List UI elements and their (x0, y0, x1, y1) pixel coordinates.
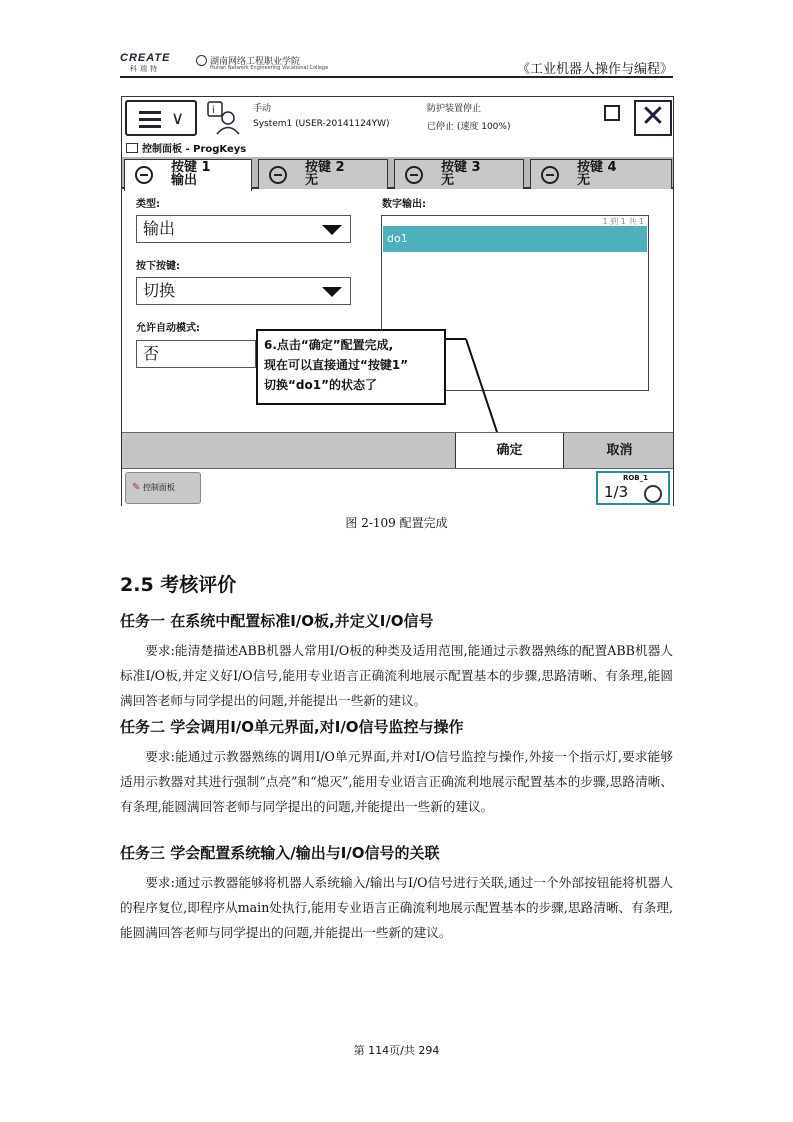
teach-pendant-screenshot (121, 96, 674, 506)
speed-gear-icon (644, 485, 662, 503)
type-label: 类型: (136, 199, 160, 210)
callout-line-3: 切换“do1”的状态了 (264, 378, 377, 392)
page-header (120, 52, 673, 78)
press-select-value: 切换 (143, 281, 176, 300)
auto-mode-label: 允许自动模式: (136, 323, 200, 334)
tab-key-4-value: 无 (577, 173, 591, 188)
task-2-title: 任务二 学会调用I/O单元界面,对I/O信号监控与操作 (120, 718, 464, 736)
close-button[interactable]: ✕ (634, 100, 672, 136)
callout-line-2: 现在可以直接通过“按键1” (264, 358, 409, 372)
list-pager: 1 到 1 共 1 (602, 217, 644, 226)
control-panel-taskbar-label: 控制面板 (142, 483, 175, 492)
task-1-title: 任务一 在系统中配置标准I/O板,并定义I/O信号 (120, 612, 434, 630)
robot-fraction: 1/3 (604, 483, 629, 501)
tab-key-1-title: 按键 1 (171, 160, 211, 175)
mode-status: 手动 (253, 104, 272, 114)
task-2-text: 要求:能通过示教器熟练的调用I/O单元界面,并对I/O信号监控与操作,外接一个指示灯,要求能够适用示教器对其进行强制“点亮”和“熄灭”,能用专业语言正确流利地展示配置基本的步骤,思路清晰、有条理,能圆满回答老师与同学提出的问题,并能提出一些新的建议。 (120, 749, 673, 814)
create-logo: CREATE (120, 52, 171, 64)
type-select-value: 输出 (143, 219, 176, 238)
callout-line-1: 6.点击“确定”配置完成, (264, 338, 394, 352)
tab-key-2-title: 按键 2 (305, 160, 345, 175)
command-bar (122, 432, 673, 468)
quickset-button[interactable] (596, 471, 670, 505)
task-1-text: 要求:能清楚描述ABB机器人常用I/O板的种类及适用范围,能通过示教器熟练的配置ABB机器人标准I/O板,并定义好I/O信号,能用专业语言正确流利地展示配置基本的步骤,思路清晰、有条理,能圆满回答老师与同学提出的问题,并能提出一些新的建议。 (120, 643, 673, 708)
press-label: 按下按键: (136, 261, 180, 272)
tab-key-3-value: 无 (441, 173, 455, 188)
school-seal-icon (196, 55, 207, 66)
figure-caption: 图 2-109 配置完成 (345, 516, 448, 530)
school-logo-text: 湖南网络工程职业学院 (210, 57, 301, 67)
chevron-down-icon: ∨ (171, 108, 185, 129)
tab-key-3-title: 按键 3 (441, 160, 481, 175)
tab-key-1-value: 输出 (171, 173, 198, 188)
tab-key-2-value: 无 (305, 173, 319, 188)
svg-text:i: i (212, 105, 215, 116)
tab-key-4-title: 按键 4 (577, 160, 617, 175)
confirm-button[interactable]: 确定 (455, 433, 563, 469)
guard-status: 防护装置停止 (427, 104, 482, 114)
control-panel-taskbar-button[interactable] (125, 472, 201, 504)
cancel-button[interactable]: 取消 (563, 433, 675, 469)
digital-output-label: 数字输出: (382, 199, 426, 210)
section-title: 2.5 考核评价 (120, 574, 237, 596)
run-state: 已停止 (速度 100%) (427, 122, 511, 132)
robot-name: ROB_1 (622, 474, 648, 482)
task-3-text: 要求:通过示教器能够将机器人系统输入/输出与I/O信号进行关联,通过一个外部按钮能将机器人的程序复位,即程序从main处执行,能用专业语言正确流利地展示配置基本的步骤,思路清晰、有条理,能圆满回答老师与同学提出的问题,并能提出一些新的建议。 (120, 875, 673, 940)
wrench-icon: ✎ (132, 482, 141, 493)
create-logo-sub: 科瑞特 (130, 65, 160, 73)
task-bar (122, 468, 673, 507)
book-title: 《工业机器人操作与编程》 (516, 62, 673, 77)
list-item[interactable]: do1 (383, 226, 647, 252)
breadcrumb-text: 控制面板 - ProgKeys (142, 144, 247, 155)
page-footer: 第 114页/共 294 (353, 1044, 440, 1057)
system-name: System1 (USER-20141124YW) (253, 119, 390, 129)
auto-mode-value: 否 (143, 344, 160, 363)
task-3-title: 任务三 学会配置系统输入/输出与I/O信号的关联 (120, 844, 440, 862)
school-logo-en: Hunan Network Engineering Vocational College (210, 65, 329, 71)
